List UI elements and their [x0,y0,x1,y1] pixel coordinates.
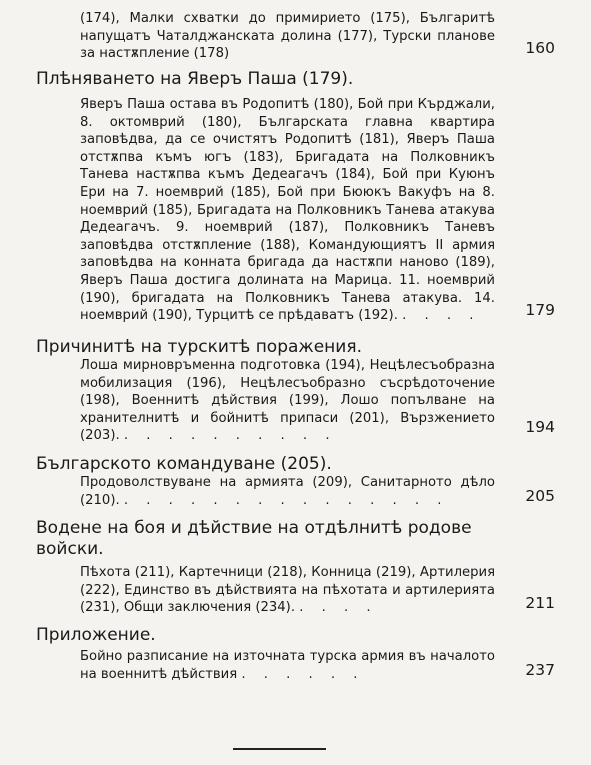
leader-dots: . . . . [402,308,481,324]
entry-text: (174), Малки схватки до примирието (175), Българитѣ напущатъ Чаталджанската долина (177), Турски планове за настѫпление (178) [80,11,495,62]
section-title: Плѣняването на Яверъ Паша (179). [36,69,354,89]
entry-text: Бойно разписание на източната турска армия въ началото на военнитѣ дѣйствия [80,649,495,682]
entry-text: Пѣхота (211), Картечници (218), Конница (219), Артилерия (222), Единство въ дѣйствията на пѣхотата и артилерията (231), Общи заключения (234). [80,565,495,616]
section-title: Приложение. [36,625,156,645]
page-number: 237 [525,661,555,679]
section-title: Българското командуване (205). [36,454,332,474]
section-title: Причинитѣ на турскитѣ поражения. [36,337,362,357]
toc-entry [80,96,495,325]
toc-entry [80,357,495,445]
leader-dots: . . . . . . [241,666,365,682]
toc-entry [80,474,495,509]
leader-dots: . . . . . . . . . . [123,428,337,444]
toc-entry-continuation [80,10,495,63]
page-number: 211 [525,594,555,612]
section-title: Водене на боя и дѣйствие на отдѣлнитѣ родове войски. [36,518,472,559]
toc-entry [80,564,495,617]
toc-entry [80,648,495,683]
page-number: 194 [525,418,555,436]
entry-text: Продоволствуване на армията (209), Санитарното дѣло (210). [80,475,495,508]
decorative-rule [233,748,326,750]
entry-text: Лоша мирновръменна подготовка (194), Нецѣлесъобразна мобилизация (196), Нецѣлесъобразно съсрѣдоточение (198), Военнитѣ дѣйствия (199), Лошо попълване на хранителнитѣ и бойнитѣ припаси (201), Вързжението (203). [80,358,495,444]
entry-text: Яверъ Паша остава въ Родопитѣ (180), Бой при Кърджали, 8. октомврий (180), Българската главна квартира заповѣдва, да се очистятъ Родопитѣ (181), Яверъ Паша отстѫпва къмъ югъ (183), Бригадата на Полковникъ Танева настѫпва къмъ Дедеагачъ (184), Бой при Куюнъ Ери на 7. ноемврий (185), Бой при Бююкъ Вакуфъ на 8. ноемврий (185), Бригадата на Полковникъ Танева атакува Дедеагачъ. 9. ноемврий (187), Полковникъ Таневъ заповѣдва отстѫпление (188), Командующиятъ II армия заповѣдва на конната бригада да настѫпи наново (189), Яверъ Паша достига долината на Марица. 11. ноемврий (190), бригадата на Полковникъ Танева атакува. 14. ноемврий (190), Турцитѣ се прѣдаватъ (192). [80,97,495,324]
page-number: 179 [525,301,555,319]
leader-dots: . . . . . . . . . . . . . . . [123,492,449,508]
page-number: 205 [525,487,555,505]
page-number: 160 [525,39,555,57]
leader-dots: . . . . [299,600,378,616]
